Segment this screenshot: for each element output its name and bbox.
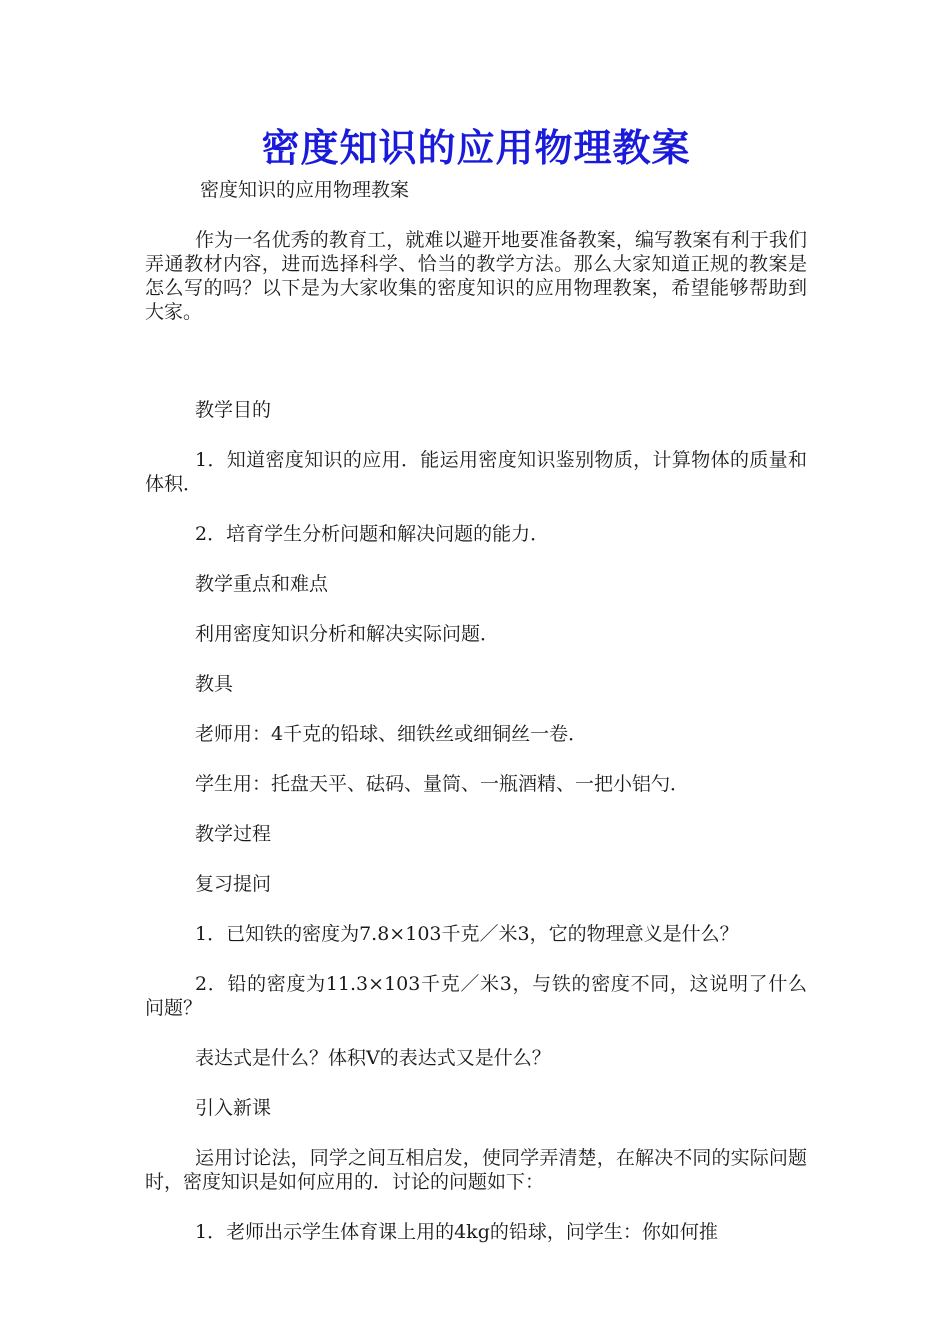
- heading-key-points: 教学重点和难点: [195, 573, 329, 595]
- review-question-3: 表达式是什么？体积V的表达式又是什么？: [195, 1047, 551, 1069]
- discussion-question-1: 1．老师出示学生体育课上用的4kg的铅球，问学生：你如何推: [195, 1221, 718, 1243]
- teacher-aids: 老师用：4千克的铅球、细铁丝或细铜丝一卷．: [195, 723, 588, 745]
- review-question-2: 2．铅的密度为11.3×103千克／米3，与铁的密度不同，这说明了什么问题？: [145, 973, 807, 1019]
- intro-paragraph: 作为一名优秀的教育工，就难以避开地要准备教案，编写教案有利于我们弄通教材内容，进而选择科学、恰当的教学方法。那么大家知道正规的教案是怎么写的吗？以下是为大家收集的密度知识的应用物理教案，希望能够帮助到大家。: [145, 229, 807, 323]
- new-lesson-text: 运用讨论法，同学之间互相启发，使同学弄清楚，在解决不同的实际问题时，密度知识是如何应用的．讨论的问题如下：: [145, 1147, 807, 1193]
- objective-1: 1．知道密度知识的应用．能运用密度知识鉴别物质，计算物体的质量和体积．: [145, 449, 807, 495]
- spacer: [145, 846, 807, 872]
- spacer: [145, 746, 807, 772]
- heading-objectives: 教学目的: [195, 399, 272, 421]
- spacer: [145, 324, 807, 398]
- spacer: [145, 796, 807, 822]
- heading-process: 教学过程: [195, 823, 272, 845]
- spacer: [145, 896, 807, 922]
- heading-teaching-aids: 教具: [195, 673, 234, 695]
- spacer: [145, 546, 807, 572]
- document-subtitle: 密度知识的应用物理教案: [200, 179, 410, 201]
- objective-2: 2．培育学生分析问题和解决问题的能力．: [195, 523, 550, 545]
- spacer: [145, 696, 807, 722]
- spacer: [145, 422, 807, 448]
- spacer: [145, 596, 807, 622]
- key-points-text: 利用密度知识分析和解决实际问题．: [195, 623, 500, 645]
- student-aids: 学生用：托盘天平、砝码、量筒、一瓶酒精、一把小铝勺．: [195, 773, 690, 795]
- spacer: [145, 1070, 807, 1096]
- spacer: [145, 1194, 807, 1220]
- spacer: [145, 1020, 807, 1046]
- spacer: [145, 646, 807, 672]
- heading-review: 复习提问: [195, 873, 272, 895]
- document-page: [145, 118, 807, 1244]
- spacer: [145, 202, 807, 228]
- spacer: [145, 1120, 807, 1146]
- spacer: [145, 946, 807, 972]
- heading-new-lesson: 引入新课: [195, 1097, 272, 1119]
- spacer: [145, 496, 807, 522]
- review-question-1: 1．已知铁的密度为7.8×103千克／米3，它的物理意义是什么？: [195, 923, 739, 945]
- document-title: 密度知识的应用物理教案: [261, 125, 691, 170]
